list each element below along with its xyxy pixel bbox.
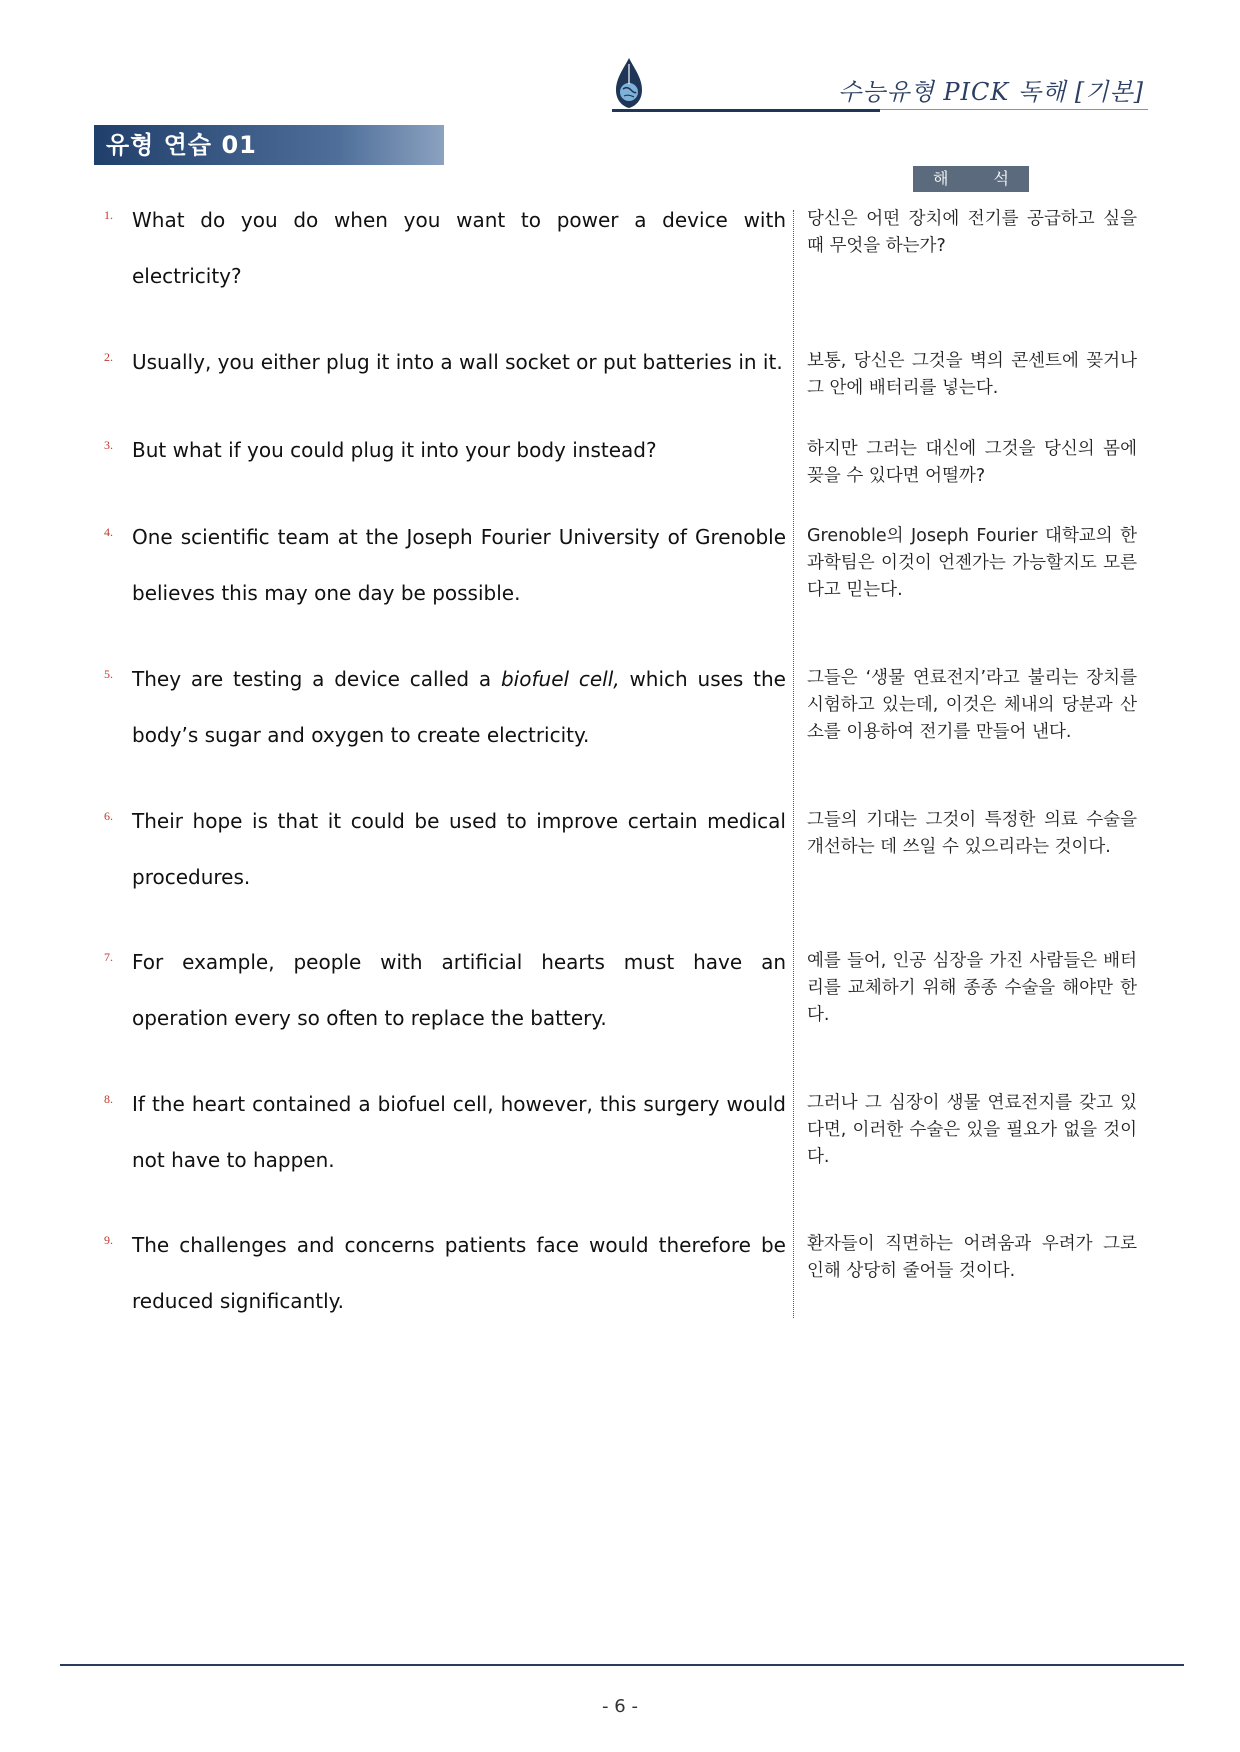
english-sentence: For example, people with artificial hearts must have an operation every so often to replace the battery.: [132, 950, 786, 1030]
english-sentence-part: which uses the body’s sugar and oxygen to create electricity.: [132, 667, 786, 747]
section-title: 유형 연습 01: [94, 125, 444, 165]
header-rule-accent: [612, 109, 880, 112]
english-sentence: One scientific team at the Joseph Fourier University of Grenoble believes this may one day be possible.: [132, 525, 786, 605]
column-divider: [793, 210, 794, 1318]
english-sentence: But what if you could plug it into your body instead?: [132, 438, 657, 462]
korean-translation: 그러나 그 심장이 생물 연료전지를 갖고 있다면, 이러한 수술은 있을 필요가 없을 것이다.: [807, 1093, 1137, 1167]
english-sentence: [132, 651, 786, 763]
english-sentence: If the heart contained a biofuel cell, however, this surgery would not have to happen.: [132, 1092, 786, 1172]
sentence-number: 3.: [104, 438, 113, 452]
sentence-number: 8.: [104, 1092, 113, 1106]
header-rule: [880, 109, 1148, 110]
sentence-number: 7.: [104, 950, 113, 964]
english-sentence: Usually, you either plug it into a wall socket or put batteries in it.: [132, 350, 783, 374]
sentence-number: 2.: [104, 350, 113, 364]
english-sentence-part: They are testing a device called a: [132, 667, 501, 691]
book-title: 수능유형 PICK 독해 [기본]: [837, 78, 1144, 106]
sentence-number: 4.: [104, 525, 113, 539]
translation-label: 해 석: [913, 166, 1029, 192]
english-sentence: Their hope is that it could be used to improve certain medical procedures.: [132, 809, 786, 889]
english-sentence-term: biofuel cell,: [500, 667, 620, 691]
korean-translation: 예를 들어, 인공 심장을 가진 사람들은 배터리를 교체하기 위해 종종 수술을 해야만 한다.: [807, 951, 1137, 1025]
korean-translation: 그들은 ‘생물 연료전지’라고 불리는 장치를 시험하고 있는데, 이것은 체내의 당분과 산소를 이용하여 전기를 만들어 낸다.: [807, 668, 1137, 742]
fountain-pen-globe-icon: [612, 56, 646, 112]
footer-rule: [60, 1664, 1184, 1666]
sentence-number: 6.: [104, 809, 113, 823]
korean-translation: 당신은 어떤 장치에 전기를 공급하고 싶을 때 무엇을 하는가?: [807, 209, 1137, 256]
english-sentence: The challenges and concerns patients face would therefore be reduced significantly.: [132, 1233, 786, 1313]
english-sentence: What do you do when you want to power a device with electricity?: [132, 208, 786, 288]
korean-translation: 그들의 기대는 그것이 특정한 의료 수술을 개선하는 데 쓰일 수 있으리라는 것이다.: [807, 810, 1137, 857]
sentence-number: 9.: [104, 1233, 113, 1247]
sentence-number: 5.: [104, 667, 113, 681]
korean-translation: 환자들이 직면하는 어려움과 우려가 그로 인해 상당히 줄어들 것이다.: [807, 1234, 1137, 1281]
korean-translation: 하지만 그러는 대신에 그것을 당신의 몸에 꽂을 수 있다면 어떨까?: [807, 439, 1137, 486]
korean-translation: 보통, 당신은 그것을 벽의 콘센트에 꽂거나 그 안에 배터리를 넣는다.: [807, 351, 1137, 398]
sentence-number: 1.: [104, 208, 113, 222]
korean-translation: Grenoble의 Joseph Fourier 대학교의 한 과학팀은 이것이 언젠가는 가능할지도 모른다고 믿는다.: [807, 526, 1137, 600]
page-number: - 6 -: [602, 1696, 638, 1717]
